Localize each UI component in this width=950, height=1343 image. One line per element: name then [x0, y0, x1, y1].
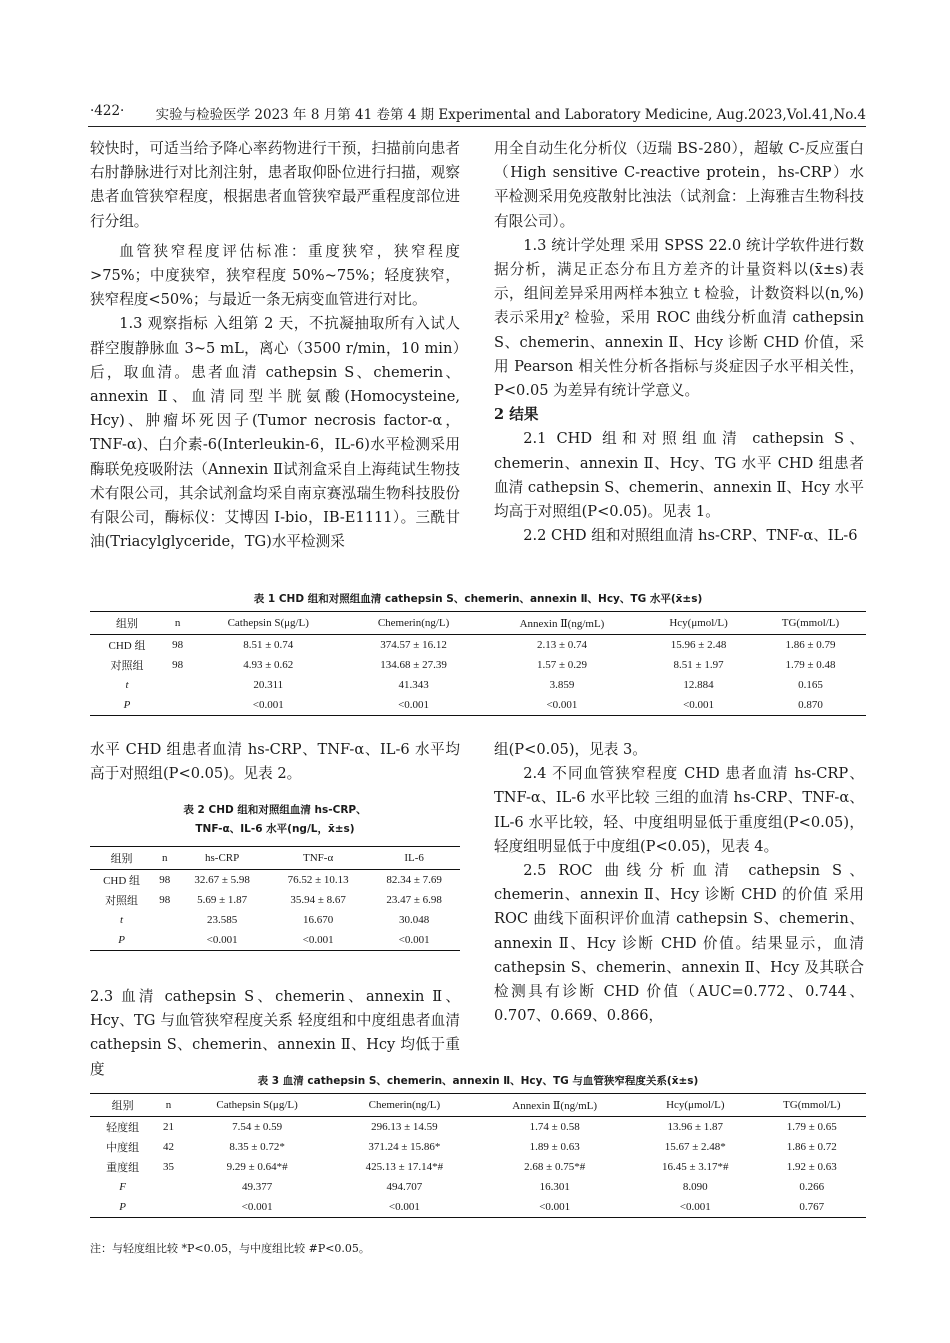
cell: CHD 组: [108, 640, 146, 652]
paragraph: 水平 CHD 组患者血清 hs-CRP、TNF-α、IL-6 水平均高于对照组(P<0.05)。见表 2。: [90, 741, 460, 783]
cell: 98: [172, 659, 184, 671]
header-rule: [88, 126, 866, 127]
table-row: [90, 695, 866, 716]
table-header: TG(mmol/L): [755, 612, 866, 635]
cell: [164, 695, 191, 716]
cell: 42: [163, 1141, 175, 1153]
paragraph: 血管狭窄程度评估标准：重度狭窄，狭窄程度>75%；中度狭窄，狭窄程度 50%~75%；轻度狭窄，狭窄程度<50%；与最近一条无病变血管进行对比。: [90, 242, 460, 309]
paragraph: 组(P<0.05)，见表 3。: [494, 741, 647, 758]
left-column-lower-bottom: [90, 985, 460, 1082]
table2-caption-line2: TNF-α、IL-6 水平(ng/L，x̄±s): [195, 823, 355, 835]
table-header: 组别: [90, 847, 153, 870]
table-row: [90, 930, 460, 951]
cell: 21: [163, 1121, 175, 1133]
table-header: TNF-α: [268, 847, 368, 870]
cell: 35.94 ± 8.67: [290, 894, 346, 906]
table-header: n: [153, 847, 176, 870]
cell: 23.585: [207, 914, 238, 926]
cell: 13.96 ± 1.87: [667, 1121, 724, 1133]
cell: 16.670: [302, 914, 334, 926]
right-column-lower: [494, 738, 864, 1028]
cell: 1.86 ± 0.79: [785, 639, 836, 651]
page-number: ·422·: [90, 103, 125, 119]
cell: 16.45 ± 3.17*#: [662, 1161, 729, 1173]
table-row: [90, 910, 460, 930]
cell: <0.001: [182, 1197, 333, 1218]
left-column-upper: [90, 137, 460, 554]
cell: <0.001: [191, 695, 345, 716]
table-row: [90, 1117, 866, 1138]
cell: t: [125, 679, 129, 691]
cell: 重度组: [106, 1162, 140, 1174]
table-row: [90, 675, 866, 695]
cell: P: [90, 930, 153, 951]
table3-caption: 表 3 血清 cathepsin S、chemerin、annexin Ⅱ、Hcy、TG 与血管狭窄程度关系(x̄±s): [257, 1075, 699, 1087]
cell: 对照组: [110, 660, 144, 672]
table-header: Annexin Ⅱ(ng/mL): [476, 1094, 633, 1117]
cell: [164, 675, 191, 695]
table-row: [90, 655, 866, 675]
cell: CHD 组: [103, 875, 141, 887]
table-row: [90, 890, 460, 910]
cell: 轻度组: [106, 1122, 140, 1134]
table-header: Cathepsin S(μg/L): [191, 612, 345, 635]
table-header: 组别: [90, 1094, 155, 1117]
paragraph: 2.3 血清 cathepsin S、chemerin、annexin Ⅱ、Hcy、TG 与血管狭窄程度关系 轻度组和中度组患者血清 cathepsin S、chemerin、annexin Ⅱ、Hcy 均低于重度: [90, 988, 460, 1078]
table-header: TG(mmol/L): [758, 1094, 866, 1117]
cell: P: [90, 695, 164, 716]
cell: 494.707: [386, 1181, 423, 1193]
cell: <0.001: [345, 695, 481, 716]
cell: 41.343: [398, 679, 429, 691]
paragraph: 较快时，可适当给予降心率药物进行干预，扫描前向患者右肘静脉进行对比剂注射，患者取仰卧位进行扫描，观察患者血管狭窄程度，根据患者血管狭窄最严重程度部位进行分组。: [90, 140, 460, 230]
paragraph: 1.3 观察指标 入组第 2 天，不抗凝抽取所有入试人群空腹静脉血 3~5 mL，离心（3500 r/min，10 min）后，取血清。患者血清 cathepsin S、chemerin、annexin Ⅱ、血清同型半胱氨酸(Homocysteine, Hcy)、肿瘤坏死因子(Tumor necrosis factor-α，TNF-α)、白介素-6(Interleukin-6，IL-6)水平检测采用酶联免疫吸附法（Annexin Ⅱ试剂盒采自上海莼试生物技术有限公司，其余试剂盒均采自南京赛泓瑞生物科技股份有限公司，酶标仪：艾博因 I-bio，IB-E1111）。三酰甘油(Triacylglyceride，TG)水平检测采: [90, 315, 460, 551]
cell: <0.001: [642, 695, 755, 716]
cell: 8.35 ± 0.72*: [229, 1141, 285, 1153]
cell: <0.001: [176, 930, 268, 951]
cell: 98: [159, 874, 171, 886]
cell: 9.29 ± 0.64*#: [226, 1161, 288, 1173]
cell: 2.13 ± 0.74: [536, 639, 587, 651]
cell: 23.47 ± 6.98: [386, 894, 442, 906]
cell: <0.001: [368, 930, 460, 951]
cell: 1.92 ± 0.63: [786, 1161, 837, 1173]
table-row: [90, 1197, 866, 1218]
table-header: n: [164, 612, 191, 635]
table-header: Annexin Ⅱ(ng/mL): [482, 612, 642, 635]
table-header: Chemerin(ng/L): [345, 612, 481, 635]
paragraph: 2.4 不同血管狭窄程度 CHD 患者血清 hs-CRP、TNF-α、IL-6 水平比较 三组的血清 hs-CRP、TNF-α、IL-6 水平比较，轻、中度组明显低于重度组(P<0.05)，轻度组明显低于中度组(P<0.05)，见表 4。: [494, 765, 864, 855]
table3: [90, 1093, 866, 1218]
cell: 82.34 ± 7.69: [386, 874, 442, 886]
paragraph: 2.5 ROC 曲线分析血清 cathepsin S、chemerin、annexin Ⅱ、Hcy 诊断 CHD 的价值 采用 ROC 曲线下面积评价血清 cathepsin S、chemerin、annexin Ⅱ、Hcy 诊断 CHD 价值。结果显示，血清 cathepsin S、chemerin、annexin Ⅱ、Hcy 及其联合检测具有诊断 CHD 价值（AUC=0.772、0.744、0.707、0.669、0.866，: [494, 862, 864, 1025]
table1-caption: 表 1 CHD 组和对照组血清 cathepsin S、chemerin、annexin Ⅱ、Hcy、TG 水平(x̄±s): [253, 593, 703, 605]
table1: [90, 611, 866, 716]
cell: 35: [163, 1161, 175, 1173]
table-header: Hcy(μmol/L): [642, 612, 755, 635]
cell: 12.884: [683, 679, 714, 691]
cell: 425.13 ± 17.14*#: [365, 1161, 444, 1173]
paragraph: 1.3 统计学处理 采用 SPSS 22.0 统计学软件进行数据分析，满足正态分布且方差齐的计量资料以(x̄±s)表示，组间差异采用两样本独立 t 检验，计数资料以(n,%)表示采用χ² 检验，采用 ROC 曲线分析血清 cathepsin S、chemerin、annexin Ⅱ、Hcy 诊断 CHD 价值，采用 Pearson 相关性分析各指标与炎症因子水平相关性，P<0.05 为差异有统计学意义。: [494, 236, 864, 400]
cell: <0.001: [268, 930, 368, 951]
journal-info: 实验与检验医学 2023 年 8 月第 41 卷第 4 期 Experimental and Laboratory Medicine, Aug.2023,Vol.41,No.4: [155, 107, 866, 123]
cell: t: [120, 914, 124, 926]
cell: 296.13 ± 14.59: [371, 1121, 438, 1133]
cell: 7.54 ± 0.59: [232, 1121, 283, 1133]
table-row: [90, 1157, 866, 1177]
cell: <0.001: [332, 1197, 476, 1218]
cell: 8.51 ± 0.74: [243, 639, 294, 651]
cell: 0.165: [798, 679, 823, 691]
table-row: [90, 635, 866, 656]
cell: 1.74 ± 0.58: [529, 1121, 580, 1133]
cell: 中度组: [106, 1142, 140, 1154]
table-note: 注：与轻度组比较 *P<0.05，与中度组比较 #P<0.05。: [90, 1242, 370, 1255]
cell: 5.69 ± 1.87: [197, 894, 248, 906]
cell: 16.301: [539, 1181, 570, 1193]
cell: 2.68 ± 0.75*#: [524, 1161, 586, 1173]
cell: 4.93 ± 0.62: [243, 659, 294, 671]
table-header: n: [155, 1094, 181, 1117]
cell: 20.311: [253, 679, 284, 691]
table-row: [90, 870, 460, 891]
cell: 371.24 ± 15.86*: [368, 1141, 441, 1153]
table-header: Chemerin(ng/L): [332, 1094, 476, 1117]
cell: 3.859: [549, 679, 575, 691]
paragraph: 用全自动生化分析仪（迈瑞 BS-280），超敏 C-反应蛋白（High sensitive C-reactive protein，hs-CRP）水平检测采用免疫散射比浊法（试剂盒：上海雅吉生物科技有限公司）。: [494, 140, 864, 230]
cell: <0.001: [482, 695, 642, 716]
cell: 32.67 ± 5.98: [194, 874, 250, 886]
cell: [155, 1177, 181, 1197]
cell: 0.767: [758, 1197, 866, 1218]
cell: 98: [172, 639, 184, 651]
cell: 0.266: [799, 1181, 825, 1193]
cell: 30.048: [398, 914, 430, 926]
cell: 49.377: [241, 1181, 273, 1193]
cell: 1.89 ± 0.63: [529, 1141, 580, 1153]
cell: 1.79 ± 0.48: [785, 659, 836, 671]
paragraph: 2.2 CHD 组和对照组血清 hs-CRP、TNF-α、IL-6: [523, 527, 858, 545]
table-row: [90, 1177, 866, 1197]
table-header: Cathepsin S(μg/L): [182, 1094, 333, 1117]
cell: [153, 930, 176, 951]
cell: <0.001: [476, 1197, 633, 1218]
table-header: Hcy(μmol/L): [633, 1094, 758, 1117]
left-column-lower-top: [90, 738, 460, 786]
paragraph: 2.1 CHD 组和对照组血清 cathepsin S、chemerin、annexin Ⅱ、Hcy、TG 水平 CHD 组患者血清 cathepsin S、chemerin、annexin Ⅱ、Hcy 水平均高于对照组(P<0.05)。见表 1。: [494, 430, 864, 521]
cell: 98: [159, 894, 171, 906]
cell: 15.96 ± 2.48: [670, 639, 727, 651]
cell: 0.870: [755, 695, 866, 716]
cell: 对照组: [105, 895, 139, 907]
table2: [90, 846, 460, 951]
cell: 8.51 ± 1.97: [673, 659, 724, 671]
cell: 1.57 ± 0.29: [536, 659, 587, 671]
table2-caption-line1: 表 2 CHD 组和对照组血清 hs-CRP、: [183, 804, 367, 816]
right-column-upper: [494, 137, 864, 548]
cell: F: [119, 1181, 127, 1193]
cell: 1.79 ± 0.65: [786, 1121, 837, 1133]
table-row: [90, 1137, 866, 1157]
section-heading: 2 结果: [494, 406, 539, 424]
cell: [155, 1197, 181, 1218]
table-header: IL-6: [368, 847, 460, 870]
cell: 374.57 ± 16.12: [380, 639, 447, 651]
cell: 1.86 ± 0.72: [786, 1141, 837, 1153]
cell: 15.67 ± 2.48*: [664, 1141, 726, 1153]
cell: <0.001: [633, 1197, 758, 1218]
cell: [153, 910, 176, 930]
cell: P: [90, 1197, 155, 1218]
table-header: hs-CRP: [176, 847, 268, 870]
cell: 134.68 ± 27.39: [380, 659, 447, 671]
cell: 8.090: [682, 1181, 708, 1193]
cell: 76.52 ± 10.13: [287, 874, 349, 886]
table-header: 组别: [90, 612, 164, 635]
